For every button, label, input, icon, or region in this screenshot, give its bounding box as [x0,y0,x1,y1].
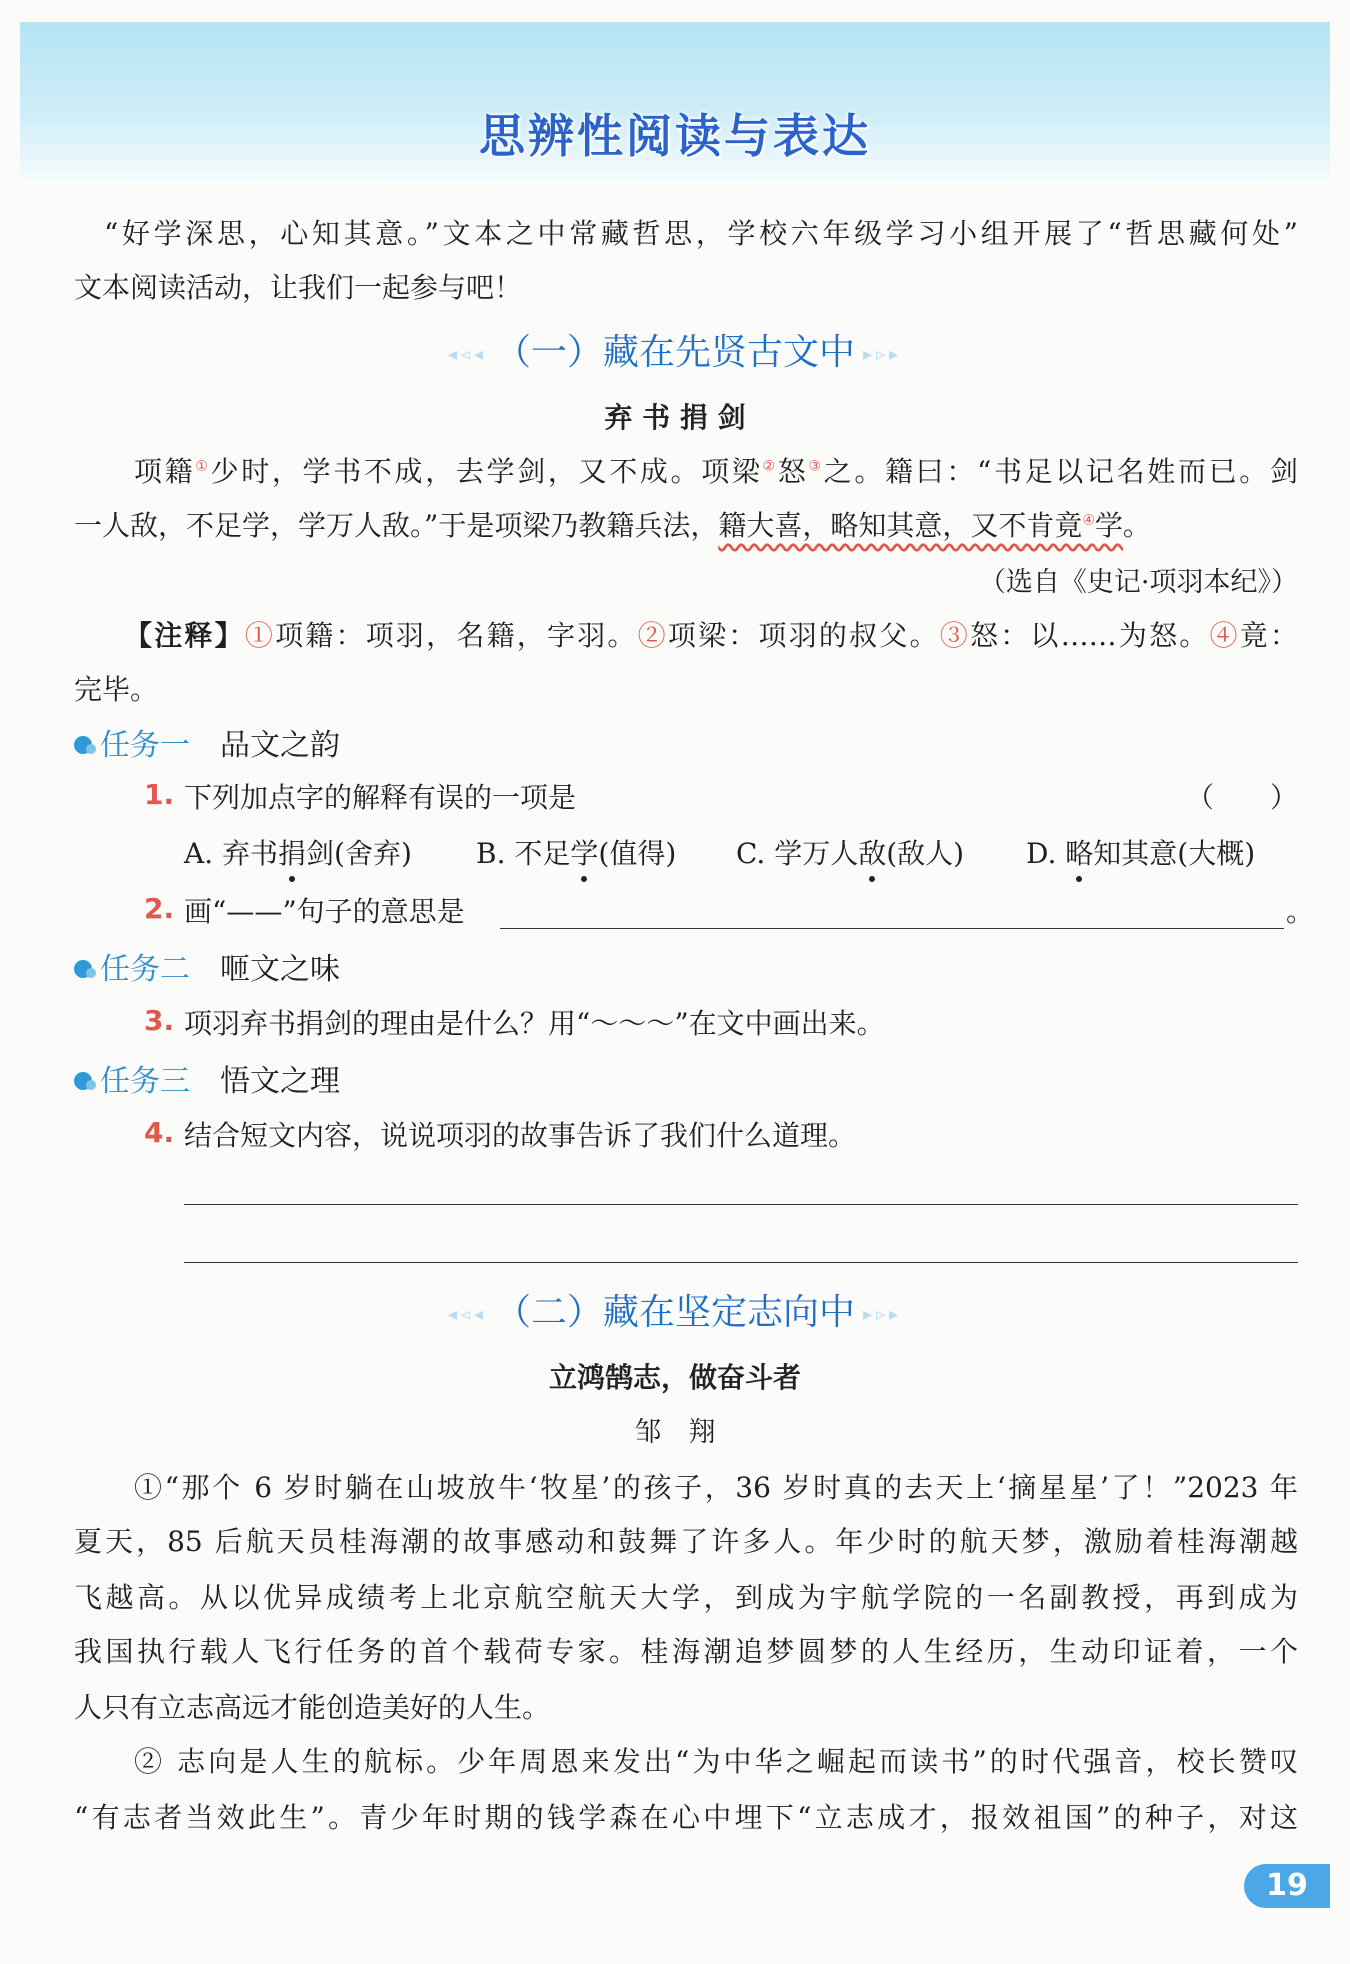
triangle-right-icon: ▸▹▸ [863,1303,903,1325]
article-p1-line-2: 夏天，85 后航天员桂海潮的故事感动和鼓舞了许多人。年少时的航天梦，激励着桂海潮越 [74,1525,1298,1558]
task-1-header: 任务一 品文之韵 [74,720,340,764]
classical-text-title: 弃 书 捐 剑 [604,401,746,434]
answer-line-q4-1[interactable] [184,1204,1298,1205]
option-c[interactable]: C. 学万人敌(敌人) [736,837,965,870]
option-b[interactable]: B. 不足学(值得) [476,837,677,870]
article-p2-line-2: “有志者当效此生”。青少年时期的钱学森在心中埋下“立志成才，报效祖国”的种子，对这 [74,1801,1298,1834]
article-author: 邹 翔 [634,1417,716,1448]
classical-text-line-1: 项籍①少时，学书不成，去学剑，又不成。项梁②怒③之。籍曰：“书足以记名姓而已。剑 [134,455,1298,488]
section-1-title: ◂◃◂ （一）藏在先贤古文中 ▸▹▸ [447,332,903,373]
question-3-text: 项羽弃书捐剑的理由是什么？用“～～～”在文中画出来。 [184,1007,885,1040]
wavy-underlined-sentence: 籍大喜，略知其意，又不肯竟④学 [718,509,1123,542]
page-number: 19 [1244,1864,1330,1908]
section-2-title: ◂◃◂ （二）藏在坚定志向中 ▸▹▸ [447,1292,903,1333]
triangle-left-icon: ◂◃◂ [447,343,487,365]
article-p1-line-4: 我国执行载人飞行任务的首个载荷专家。桂海潮追梦圆梦的人生经历，生动印证着，一个 [74,1635,1298,1668]
article-p1-line-3: 飞越高。从以优异成绩考上北京航空航天大学，到成为宇航学院的一名副教授，再到成为 [74,1581,1298,1614]
page-title: 思辨性阅读与表达 [479,109,871,163]
article-p1-line-1: ①“那个 6 岁时躺在山坡放牛‘牧星’的孩子，36 岁时真的去天上‘摘星星’了！”2023 年 [134,1471,1298,1504]
question-4-text: 结合短文内容，说说项羽的故事告诉了我们什么道理。 [184,1119,857,1152]
answer-bracket[interactable]: （ ） [1185,781,1298,814]
question-1-text: 下列加点字的解释有误的一项是 [184,781,577,814]
question-1-number: 1. [144,778,175,811]
bubble-icon [74,1072,92,1090]
option-a[interactable]: A. 弃书捐剑(舍弃) [184,837,412,870]
intro-line-1: “好学深思，心知其意。”文本之中常藏哲思，学校六年级学习小组开展了“哲思藏何处” [104,217,1298,250]
option-d[interactable]: D. 略知其意(大概) [1026,837,1256,870]
triangle-right-icon: ▸▹▸ [863,343,903,365]
question-3-number: 3. [144,1004,175,1037]
intro-line-2: 文本阅读活动，让我们一起参与吧！ [74,271,523,304]
bubble-icon [74,736,92,754]
notes-line-1: 【注释】①项籍：项羽，名籍，字羽。②项梁：项羽的叔父。③怒：以……为怒。④竟： [124,619,1298,652]
article-title: 立鸿鹄志，做奋斗者 [548,1361,801,1394]
task-2-header: 任务二 咂文之味 [74,944,340,988]
answer-line-q4-2[interactable] [184,1262,1298,1263]
notes-line-2: 完毕。 [74,673,159,706]
question-4-number: 4. [144,1116,175,1149]
question-2-number: 2. [144,892,175,925]
bubble-icon [74,960,92,978]
question-2-end: 。 [1286,895,1315,928]
classical-text-line-2: 一人敌，不足学，学万人敌。”于是项梁乃教籍兵法，籍大喜，略知其意，又不肯竟④学。 [74,509,1151,542]
source-citation: （选自《史记·项羽本纪》） [978,567,1298,598]
answer-line-q2[interactable] [500,928,1284,929]
article-p2-line-1: ② 志向是人生的航标。少年周恩来发出“为中华之崛起而读书”的时代强音，校长赞叹 [134,1745,1298,1778]
triangle-left-icon: ◂◃◂ [447,1303,487,1325]
task-3-header: 任务三 悟文之理 [74,1056,340,1100]
article-p1-line-5: 人只有立志高远才能创造美好的人生。 [74,1691,551,1724]
question-2-text: 画“——”句子的意思是 [184,895,465,928]
